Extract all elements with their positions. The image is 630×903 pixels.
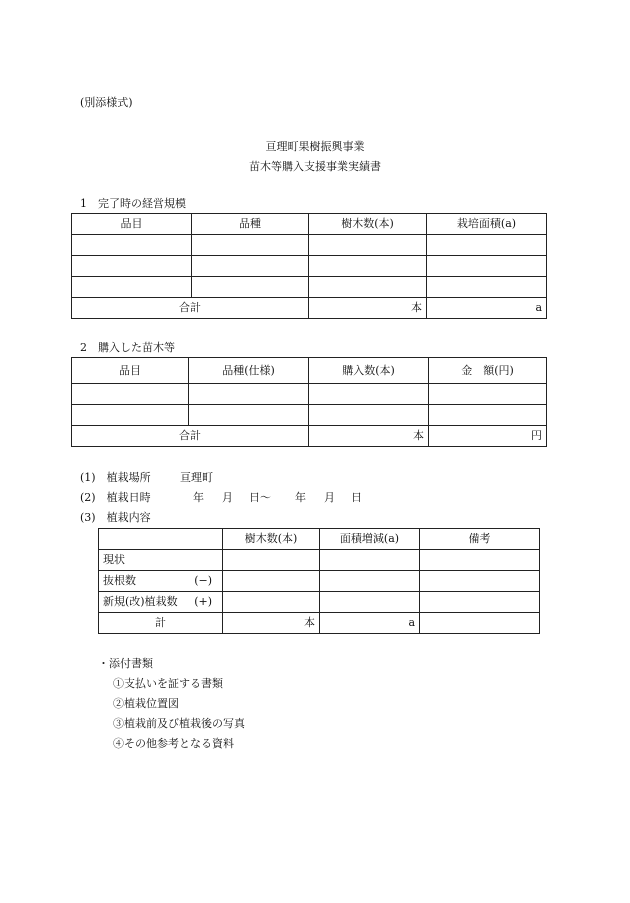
total-unit-count[interactable]: 本 xyxy=(309,426,429,447)
total-label: 合計 xyxy=(72,426,309,447)
section2-heading: 2 購入した苗木等 xyxy=(80,341,175,354)
section1-heading: 1 完了時の経営規模 xyxy=(80,197,186,210)
date-month-end: 月 xyxy=(324,491,335,504)
attachment-item: ④その他参考となる資料 xyxy=(113,737,234,750)
document-title-line2: 苗木等購入支援事業実績書 xyxy=(249,160,381,173)
purchased-seedlings-table xyxy=(71,357,547,447)
row-label-new-planting: 新規(改)植栽数 (+) xyxy=(99,592,223,613)
total-label: 合計 xyxy=(72,298,309,319)
header-purchase-count: 購入数(本) xyxy=(309,358,429,384)
header-cultivation-area: 栽培面積(a) xyxy=(427,214,547,235)
attachment-item: ③植栽前及び植栽後の写真 xyxy=(113,717,245,730)
total-unit-area[interactable]: a xyxy=(427,298,547,319)
attachment-item: ②植栽位置図 xyxy=(113,697,179,710)
planting-content-table xyxy=(98,528,540,634)
table-row xyxy=(72,405,547,426)
planting-content-label: (3) 植栽内容 xyxy=(80,511,151,524)
table-row xyxy=(99,571,540,592)
header-amount: 金 額(円) xyxy=(429,358,547,384)
planting-date-label: (2) 植栽日時 xyxy=(80,491,151,504)
table-row xyxy=(72,256,547,277)
header-remarks: 備考 xyxy=(420,529,540,550)
header-variety-spec: 品種(仕様) xyxy=(189,358,309,384)
attachment-item: ①支払いを証する書類 xyxy=(113,677,223,690)
document-title-line1: 亘理町果樹振興事業 xyxy=(265,140,365,153)
total-row xyxy=(72,298,547,319)
total-label: 計 xyxy=(99,613,223,634)
header-area-change: 面積増減(a) xyxy=(320,529,420,550)
table-row xyxy=(72,277,547,298)
total-row xyxy=(99,613,540,634)
total-unit-yen[interactable]: 円 xyxy=(429,426,547,447)
planting-place-value: 亘理町 xyxy=(180,471,213,484)
table-row xyxy=(72,384,547,405)
form-label: (別添様式) xyxy=(80,96,133,109)
header-tree-count: 樹木数(本) xyxy=(309,214,427,235)
date-day-end: 日 xyxy=(351,491,362,504)
business-scale-table xyxy=(71,213,547,319)
planting-place-label: (1) 植栽場所 xyxy=(80,471,151,484)
total-unit-area[interactable]: a xyxy=(320,613,420,634)
table-row xyxy=(72,235,547,256)
date-year-end: 年 xyxy=(295,491,306,504)
row-label-uprooted: 抜根数 (−) xyxy=(99,571,223,592)
header-variety: 品種 xyxy=(192,214,309,235)
header-blank xyxy=(99,529,223,550)
total-row xyxy=(72,426,547,447)
table-row xyxy=(99,550,540,571)
header-item: 品目 xyxy=(72,214,192,235)
date-year-start: 年 xyxy=(193,491,204,504)
header-tree-count: 樹木数(本) xyxy=(223,529,320,550)
date-day-start: 日〜 xyxy=(249,491,271,504)
table-row xyxy=(99,592,540,613)
total-unit-trees[interactable]: 本 xyxy=(223,613,320,634)
total-unit-trees[interactable]: 本 xyxy=(309,298,427,319)
row-label-current: 現状 xyxy=(99,550,223,571)
header-item: 品目 xyxy=(72,358,189,384)
attachments-heading: ・添付書類 xyxy=(98,657,153,670)
date-month-start: 月 xyxy=(222,491,233,504)
